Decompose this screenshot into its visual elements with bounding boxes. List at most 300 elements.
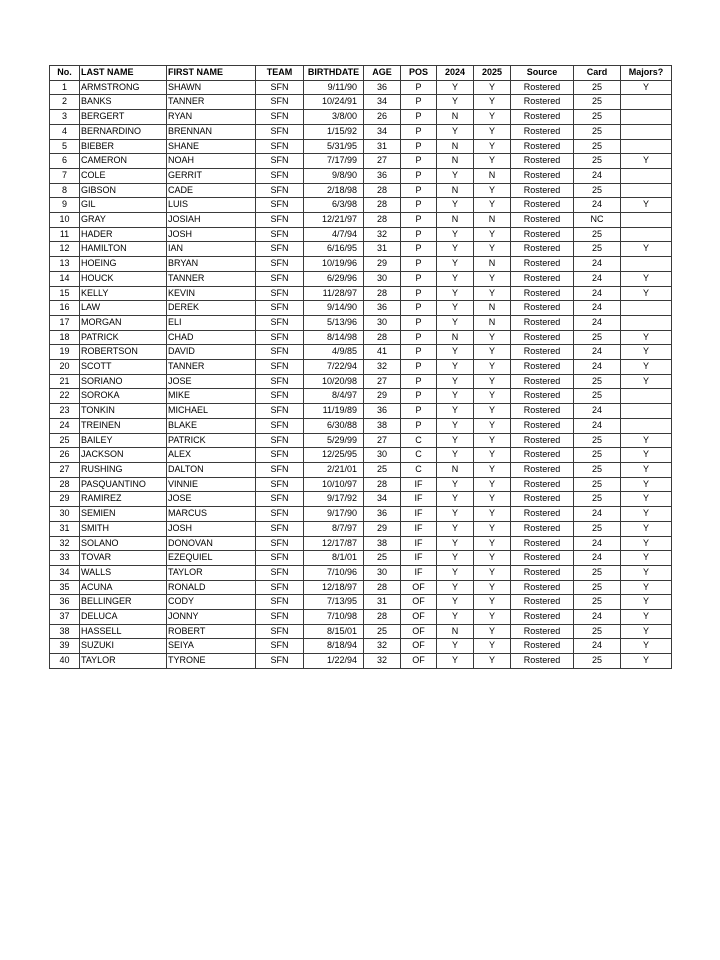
cell-team: SFN: [256, 242, 304, 257]
cell-2024: Y: [437, 565, 474, 580]
cell-majors: Y: [621, 448, 672, 463]
cell-2024: Y: [437, 433, 474, 448]
table-row: [50, 183, 672, 198]
cell-pos: IF: [401, 492, 437, 507]
cell-2025: Y: [474, 286, 511, 301]
cell-no: 22: [50, 389, 80, 404]
cell-no: 31: [50, 521, 80, 536]
cell-card: 24: [574, 286, 621, 301]
cell-no: 16: [50, 301, 80, 316]
table-row: [50, 80, 672, 95]
cell-first-name: RYAN: [167, 110, 256, 125]
cell-no: 28: [50, 477, 80, 492]
cell-source: Rostered: [511, 374, 574, 389]
cell-card: 25: [574, 448, 621, 463]
table-row: [50, 227, 672, 242]
cell-2025: Y: [474, 477, 511, 492]
cell-2024: Y: [437, 360, 474, 375]
cell-birthdate: 1/15/92: [304, 124, 364, 139]
cell-2024: Y: [437, 389, 474, 404]
cell-majors: Y: [621, 242, 672, 257]
cell-source: Rostered: [511, 257, 574, 272]
cell-birthdate: 7/10/96: [304, 565, 364, 580]
table-row: [50, 595, 672, 610]
cell-card: 25: [574, 521, 621, 536]
cell-age: 28: [364, 198, 401, 213]
cell-age: 36: [364, 404, 401, 419]
cell-no: 14: [50, 271, 80, 286]
cell-age: 34: [364, 124, 401, 139]
cell-pos: IF: [401, 477, 437, 492]
cell-no: 36: [50, 595, 80, 610]
header-source: Source: [511, 66, 574, 81]
cell-team: SFN: [256, 330, 304, 345]
cell-no: 24: [50, 418, 80, 433]
cell-team: SFN: [256, 507, 304, 522]
cell-last-name: PASQUANTINO: [80, 477, 167, 492]
cell-first-name: RONALD: [167, 580, 256, 595]
cell-pos: P: [401, 301, 437, 316]
cell-source: Rostered: [511, 389, 574, 404]
table-row: [50, 433, 672, 448]
cell-birthdate: 10/10/97: [304, 477, 364, 492]
cell-source: Rostered: [511, 168, 574, 183]
cell-no: 15: [50, 286, 80, 301]
cell-source: Rostered: [511, 521, 574, 536]
cell-no: 9: [50, 198, 80, 213]
cell-birthdate: 7/22/94: [304, 360, 364, 375]
table-row: [50, 521, 672, 536]
cell-2025: Y: [474, 345, 511, 360]
cell-pos: OF: [401, 580, 437, 595]
cell-team: SFN: [256, 360, 304, 375]
cell-age: 30: [364, 315, 401, 330]
cell-first-name: TANNER: [167, 95, 256, 110]
cell-majors: Y: [621, 154, 672, 169]
cell-team: SFN: [256, 315, 304, 330]
cell-card: 25: [574, 374, 621, 389]
cell-card: 25: [574, 433, 621, 448]
cell-last-name: BELLINGER: [80, 595, 167, 610]
table-row: [50, 360, 672, 375]
cell-last-name: BANKS: [80, 95, 167, 110]
cell-2024: Y: [437, 536, 474, 551]
cell-no: 23: [50, 404, 80, 419]
header-row: [50, 66, 672, 81]
cell-last-name: HAMILTON: [80, 242, 167, 257]
cell-no: 40: [50, 654, 80, 669]
cell-birthdate: 5/13/96: [304, 315, 364, 330]
table-row: [50, 418, 672, 433]
cell-no: 38: [50, 624, 80, 639]
cell-pos: P: [401, 139, 437, 154]
cell-age: 29: [364, 389, 401, 404]
cell-birthdate: 9/8/90: [304, 168, 364, 183]
cell-source: Rostered: [511, 624, 574, 639]
cell-2025: Y: [474, 624, 511, 639]
cell-source: Rostered: [511, 507, 574, 522]
header-first-name: FIRST NAME: [167, 66, 256, 81]
cell-last-name: HADER: [80, 227, 167, 242]
cell-no: 30: [50, 507, 80, 522]
cell-2025: Y: [474, 80, 511, 95]
cell-birthdate: 6/30/88: [304, 418, 364, 433]
cell-last-name: COLE: [80, 168, 167, 183]
cell-first-name: GERRIT: [167, 168, 256, 183]
cell-2024: Y: [437, 227, 474, 242]
cell-team: SFN: [256, 389, 304, 404]
cell-majors: [621, 124, 672, 139]
cell-card: 25: [574, 330, 621, 345]
cell-2024: Y: [437, 654, 474, 669]
cell-majors: Y: [621, 610, 672, 625]
cell-source: Rostered: [511, 639, 574, 654]
cell-no: 1: [50, 80, 80, 95]
cell-2024: Y: [437, 418, 474, 433]
cell-team: SFN: [256, 124, 304, 139]
cell-age: 32: [364, 654, 401, 669]
cell-majors: Y: [621, 536, 672, 551]
cell-pos: P: [401, 95, 437, 110]
cell-2024: Y: [437, 124, 474, 139]
cell-2025: Y: [474, 610, 511, 625]
cell-pos: IF: [401, 551, 437, 566]
cell-first-name: TANNER: [167, 360, 256, 375]
cell-last-name: HASSELL: [80, 624, 167, 639]
cell-age: 41: [364, 345, 401, 360]
cell-first-name: JOSH: [167, 521, 256, 536]
cell-no: 13: [50, 257, 80, 272]
cell-first-name: TANNER: [167, 271, 256, 286]
cell-age: 36: [364, 301, 401, 316]
cell-majors: Y: [621, 551, 672, 566]
cell-2025: Y: [474, 492, 511, 507]
cell-team: SFN: [256, 271, 304, 286]
cell-2024: N: [437, 154, 474, 169]
cell-last-name: TOVAR: [80, 551, 167, 566]
cell-pos: P: [401, 286, 437, 301]
cell-no: 7: [50, 168, 80, 183]
cell-2025: Y: [474, 521, 511, 536]
roster-body: [50, 80, 672, 668]
cell-team: SFN: [256, 536, 304, 551]
cell-team: SFN: [256, 154, 304, 169]
cell-source: Rostered: [511, 345, 574, 360]
table-row: [50, 257, 672, 272]
cell-majors: Y: [621, 198, 672, 213]
cell-pos: IF: [401, 507, 437, 522]
cell-birthdate: 8/14/98: [304, 330, 364, 345]
table-row: [50, 624, 672, 639]
table-row: [50, 477, 672, 492]
table-row: [50, 242, 672, 257]
cell-majors: Y: [621, 639, 672, 654]
cell-birthdate: 7/10/98: [304, 610, 364, 625]
cell-team: SFN: [256, 80, 304, 95]
cell-age: 30: [364, 448, 401, 463]
cell-last-name: MORGAN: [80, 315, 167, 330]
cell-source: Rostered: [511, 286, 574, 301]
cell-birthdate: 10/20/98: [304, 374, 364, 389]
cell-birthdate: 7/17/99: [304, 154, 364, 169]
cell-last-name: BAILEY: [80, 433, 167, 448]
cell-source: Rostered: [511, 80, 574, 95]
cell-birthdate: 11/28/97: [304, 286, 364, 301]
cell-2025: Y: [474, 374, 511, 389]
cell-first-name: TAYLOR: [167, 565, 256, 580]
cell-team: SFN: [256, 257, 304, 272]
cell-age: 28: [364, 183, 401, 198]
cell-pos: P: [401, 213, 437, 228]
cell-2024: Y: [437, 286, 474, 301]
cell-no: 17: [50, 315, 80, 330]
cell-source: Rostered: [511, 565, 574, 580]
cell-first-name: BRENNAN: [167, 124, 256, 139]
table-row: [50, 198, 672, 213]
cell-last-name: HOEING: [80, 257, 167, 272]
cell-pos: P: [401, 418, 437, 433]
cell-majors: [621, 213, 672, 228]
cell-card: 24: [574, 639, 621, 654]
header-card: Card: [574, 66, 621, 81]
cell-birthdate: 2/21/01: [304, 462, 364, 477]
cell-last-name: HOUCK: [80, 271, 167, 286]
cell-card: 24: [574, 536, 621, 551]
cell-age: 32: [364, 360, 401, 375]
cell-pos: P: [401, 271, 437, 286]
cell-no: 29: [50, 492, 80, 507]
cell-age: 25: [364, 624, 401, 639]
cell-source: Rostered: [511, 492, 574, 507]
header-majors: Majors?: [621, 66, 672, 81]
cell-2025: Y: [474, 433, 511, 448]
cell-last-name: BERNARDINO: [80, 124, 167, 139]
cell-birthdate: 6/3/98: [304, 198, 364, 213]
cell-age: 31: [364, 139, 401, 154]
cell-age: 28: [364, 286, 401, 301]
cell-2025: Y: [474, 418, 511, 433]
cell-pos: OF: [401, 624, 437, 639]
cell-age: 38: [364, 536, 401, 551]
cell-last-name: SORIANO: [80, 374, 167, 389]
cell-source: Rostered: [511, 404, 574, 419]
cell-age: 32: [364, 227, 401, 242]
cell-source: Rostered: [511, 227, 574, 242]
cell-last-name: RAMIREZ: [80, 492, 167, 507]
cell-pos: P: [401, 315, 437, 330]
cell-2024: Y: [437, 580, 474, 595]
header-2025: 2025: [474, 66, 511, 81]
cell-source: Rostered: [511, 462, 574, 477]
cell-birthdate: 5/31/95: [304, 139, 364, 154]
cell-team: SFN: [256, 139, 304, 154]
cell-card: 24: [574, 551, 621, 566]
cell-2025: Y: [474, 462, 511, 477]
cell-source: Rostered: [511, 198, 574, 213]
cell-pos: P: [401, 154, 437, 169]
cell-pos: P: [401, 242, 437, 257]
cell-team: SFN: [256, 418, 304, 433]
cell-no: 10: [50, 213, 80, 228]
cell-2024: N: [437, 183, 474, 198]
cell-card: 25: [574, 242, 621, 257]
cell-2025: Y: [474, 580, 511, 595]
cell-first-name: CADE: [167, 183, 256, 198]
cell-card: 25: [574, 624, 621, 639]
cell-age: 28: [364, 213, 401, 228]
cell-majors: Y: [621, 565, 672, 580]
cell-no: 26: [50, 448, 80, 463]
cell-birthdate: 9/17/92: [304, 492, 364, 507]
cell-majors: Y: [621, 477, 672, 492]
cell-first-name: DALTON: [167, 462, 256, 477]
cell-age: 28: [364, 477, 401, 492]
cell-team: SFN: [256, 433, 304, 448]
cell-2024: Y: [437, 507, 474, 522]
cell-last-name: GIL: [80, 198, 167, 213]
cell-source: Rostered: [511, 124, 574, 139]
cell-2024: N: [437, 213, 474, 228]
cell-age: 28: [364, 580, 401, 595]
cell-birthdate: 11/19/89: [304, 404, 364, 419]
cell-no: 32: [50, 536, 80, 551]
cell-age: 30: [364, 565, 401, 580]
cell-2024: Y: [437, 551, 474, 566]
cell-first-name: BLAKE: [167, 418, 256, 433]
cell-last-name: KELLY: [80, 286, 167, 301]
cell-2025: Y: [474, 242, 511, 257]
cell-birthdate: 10/24/91: [304, 95, 364, 110]
cell-card: 24: [574, 360, 621, 375]
cell-2025: Y: [474, 360, 511, 375]
cell-first-name: EZEQUIEL: [167, 551, 256, 566]
cell-card: 25: [574, 462, 621, 477]
cell-source: Rostered: [511, 154, 574, 169]
cell-first-name: VINNIE: [167, 477, 256, 492]
cell-source: Rostered: [511, 610, 574, 625]
cell-majors: [621, 257, 672, 272]
table-row: [50, 448, 672, 463]
cell-no: 8: [50, 183, 80, 198]
cell-no: 2: [50, 95, 80, 110]
cell-first-name: SHAWN: [167, 80, 256, 95]
cell-last-name: BIEBER: [80, 139, 167, 154]
cell-last-name: SMITH: [80, 521, 167, 536]
cell-source: Rostered: [511, 271, 574, 286]
cell-source: Rostered: [511, 242, 574, 257]
cell-card: 25: [574, 595, 621, 610]
cell-majors: [621, 315, 672, 330]
table-row: [50, 536, 672, 551]
cell-birthdate: 3/8/00: [304, 110, 364, 125]
cell-majors: Y: [621, 286, 672, 301]
cell-last-name: ROBERTSON: [80, 345, 167, 360]
cell-2024: N: [437, 330, 474, 345]
table-row: [50, 654, 672, 669]
cell-first-name: DONOVAN: [167, 536, 256, 551]
cell-team: SFN: [256, 213, 304, 228]
cell-pos: P: [401, 183, 437, 198]
cell-source: Rostered: [511, 595, 574, 610]
cell-pos: OF: [401, 595, 437, 610]
cell-team: SFN: [256, 227, 304, 242]
table-row: [50, 492, 672, 507]
table-row: [50, 286, 672, 301]
cell-card: 25: [574, 80, 621, 95]
cell-source: Rostered: [511, 433, 574, 448]
cell-first-name: MICHAEL: [167, 404, 256, 419]
cell-2025: Y: [474, 124, 511, 139]
cell-2024: Y: [437, 242, 474, 257]
cell-first-name: ROBERT: [167, 624, 256, 639]
cell-source: Rostered: [511, 477, 574, 492]
cell-majors: Y: [621, 330, 672, 345]
cell-birthdate: 5/29/99: [304, 433, 364, 448]
cell-no: 4: [50, 124, 80, 139]
cell-no: 12: [50, 242, 80, 257]
cell-majors: [621, 389, 672, 404]
cell-no: 25: [50, 433, 80, 448]
cell-last-name: SEMIEN: [80, 507, 167, 522]
cell-age: 25: [364, 462, 401, 477]
cell-team: SFN: [256, 610, 304, 625]
cell-2024: Y: [437, 80, 474, 95]
cell-source: Rostered: [511, 330, 574, 345]
cell-age: 27: [364, 374, 401, 389]
cell-majors: Y: [621, 360, 672, 375]
cell-age: 28: [364, 610, 401, 625]
cell-team: SFN: [256, 477, 304, 492]
cell-2024: Y: [437, 404, 474, 419]
cell-2024: Y: [437, 595, 474, 610]
cell-birthdate: 8/15/01: [304, 624, 364, 639]
cell-card: 25: [574, 565, 621, 580]
cell-team: SFN: [256, 168, 304, 183]
cell-birthdate: 9/17/90: [304, 507, 364, 522]
cell-2024: Y: [437, 168, 474, 183]
cell-2025: Y: [474, 536, 511, 551]
cell-last-name: SOROKA: [80, 389, 167, 404]
cell-no: 21: [50, 374, 80, 389]
cell-source: Rostered: [511, 418, 574, 433]
cell-majors: [621, 418, 672, 433]
cell-source: Rostered: [511, 448, 574, 463]
cell-card: 24: [574, 404, 621, 419]
cell-majors: [621, 301, 672, 316]
cell-2025: Y: [474, 154, 511, 169]
cell-first-name: IAN: [167, 242, 256, 257]
cell-pos: P: [401, 389, 437, 404]
table-row: [50, 565, 672, 580]
cell-no: 33: [50, 551, 80, 566]
cell-2024: Y: [437, 610, 474, 625]
cell-2024: Y: [437, 271, 474, 286]
cell-2025: Y: [474, 551, 511, 566]
cell-birthdate: 12/25/95: [304, 448, 364, 463]
cell-2024: Y: [437, 448, 474, 463]
cell-no: 37: [50, 610, 80, 625]
cell-no: 39: [50, 639, 80, 654]
cell-source: Rostered: [511, 315, 574, 330]
cell-team: SFN: [256, 639, 304, 654]
cell-majors: Y: [621, 345, 672, 360]
cell-2025: Y: [474, 330, 511, 345]
cell-majors: Y: [621, 433, 672, 448]
cell-2025: Y: [474, 404, 511, 419]
cell-pos: P: [401, 124, 437, 139]
cell-card: 25: [574, 110, 621, 125]
cell-pos: P: [401, 110, 437, 125]
